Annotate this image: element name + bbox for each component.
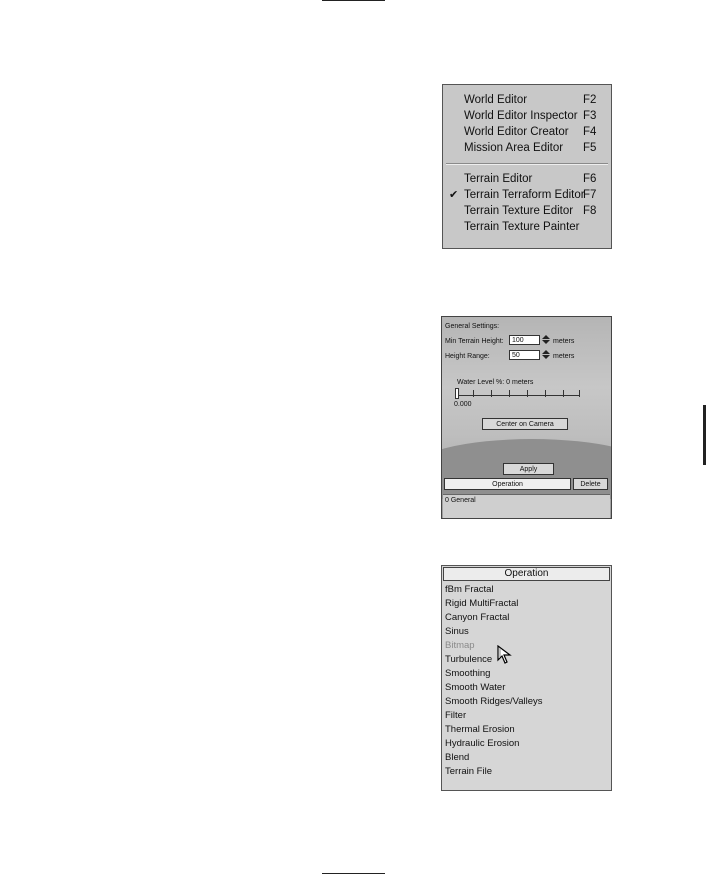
op-item-sinus[interactable]: Sinus [445, 626, 469, 637]
menu-item-terrain-texture-painter[interactable] [443, 219, 611, 235]
op-item-filter[interactable]: Filter [445, 710, 467, 721]
op-item-blend[interactable]: Blend [445, 752, 470, 763]
min-terrain-height-label: Min Terrain Height: [445, 338, 504, 345]
op-item-canyon-fractal[interactable]: Canyon Fractal [445, 612, 510, 623]
op-item-fbm-fractal[interactable]: fBm Fractal [445, 584, 494, 595]
editor-menu [442, 84, 612, 249]
menu-item-shortcut: F7 [583, 189, 597, 201]
slider-tick [563, 390, 564, 397]
menu-divider [446, 163, 608, 165]
general-settings-heading: General Settings: [445, 323, 500, 330]
op-item-hydraulic-erosion[interactable]: Hydraulic Erosion [445, 738, 520, 749]
slider-tick [579, 390, 580, 397]
op-item-terrain-file[interactable]: Terrain File [445, 766, 492, 777]
menu-item-terrain-texture-editor[interactable] [443, 203, 611, 219]
delete-button[interactable]: Delete [573, 478, 608, 490]
min-height-spinner[interactable] [542, 335, 550, 345]
list-item[interactable]: 0 General [445, 497, 476, 504]
op-item-thermal-erosion[interactable]: Thermal Erosion [445, 724, 515, 735]
menu-item-label: Terrain Terraform Editor [464, 189, 585, 201]
op-item-bitmap: Bitmap [445, 640, 475, 651]
min-terrain-height-input[interactable]: 100 [509, 335, 540, 345]
center-on-camera-button[interactable]: Center on Camera [482, 418, 568, 430]
menu-item-shortcut: F6 [583, 173, 597, 185]
menu-item-label: Terrain Editor [464, 173, 533, 185]
side-thumb-tab [703, 405, 706, 465]
slider-tick [509, 390, 510, 397]
menu-item-label: Terrain Texture Editor [464, 205, 574, 217]
bottom-page-rule [322, 873, 385, 874]
op-item-turbulence[interactable]: Turbulence [445, 654, 493, 665]
operation-column-header[interactable]: Operation [444, 478, 571, 490]
menu-item-shortcut: F3 [583, 110, 597, 122]
height-range-input[interactable]: 50 [509, 350, 540, 360]
water-level-slider-handle[interactable] [455, 388, 459, 399]
operation-list-header[interactable]: Operation [443, 567, 610, 581]
slider-tick [473, 390, 474, 397]
min-height-unit: meters [553, 338, 575, 345]
op-item-smooth-ridges-valleys[interactable]: Smooth Ridges/Valleys [445, 696, 543, 707]
height-range-unit: meters [553, 353, 575, 360]
water-level-value: 0.000 [454, 401, 472, 408]
menu-item-shortcut: F5 [583, 142, 597, 154]
menu-item-label: World Editor [464, 94, 528, 106]
checkmark-icon: ✔ [449, 189, 459, 201]
menu-item-terrain-terraform-editor[interactable] [443, 187, 611, 203]
menu-item-label: Mission Area Editor [464, 142, 564, 154]
apply-button[interactable]: Apply [503, 463, 554, 475]
menu-item-label: World Editor Creator [464, 126, 569, 138]
slider-tick [527, 390, 528, 397]
menu-item-terrain-editor[interactable] [443, 171, 611, 187]
menu-item-world-editor-inspector[interactable] [443, 108, 611, 124]
menu-item-label: Terrain Texture Painter [464, 221, 580, 233]
menu-item-label: World Editor Inspector [464, 110, 578, 122]
mouse-pointer-icon [497, 645, 513, 665]
menu-item-mission-area-editor[interactable] [443, 140, 611, 156]
top-page-rule [322, 0, 385, 1]
height-range-spinner[interactable] [542, 350, 550, 360]
menu-item-shortcut: F8 [583, 205, 597, 217]
slider-tick [545, 390, 546, 397]
menu-item-shortcut: F2 [583, 94, 597, 106]
water-level-label: Water Level %: 0 meters [457, 379, 534, 386]
terraform-settings-panel [441, 316, 612, 519]
op-item-smoothing[interactable]: Smoothing [445, 668, 491, 679]
slider-tick [491, 390, 492, 397]
operations-list[interactable] [443, 494, 610, 519]
op-item-rigid-multifractal[interactable]: Rigid MultiFractal [445, 598, 519, 609]
op-item-smooth-water[interactable]: Smooth Water [445, 682, 506, 693]
height-range-label: Height Range: [445, 353, 490, 360]
menu-item-world-editor[interactable] [443, 92, 611, 108]
menu-item-world-editor-creator[interactable] [443, 124, 611, 140]
operation-dropdown-list [441, 565, 612, 791]
menu-item-shortcut: F4 [583, 126, 597, 138]
